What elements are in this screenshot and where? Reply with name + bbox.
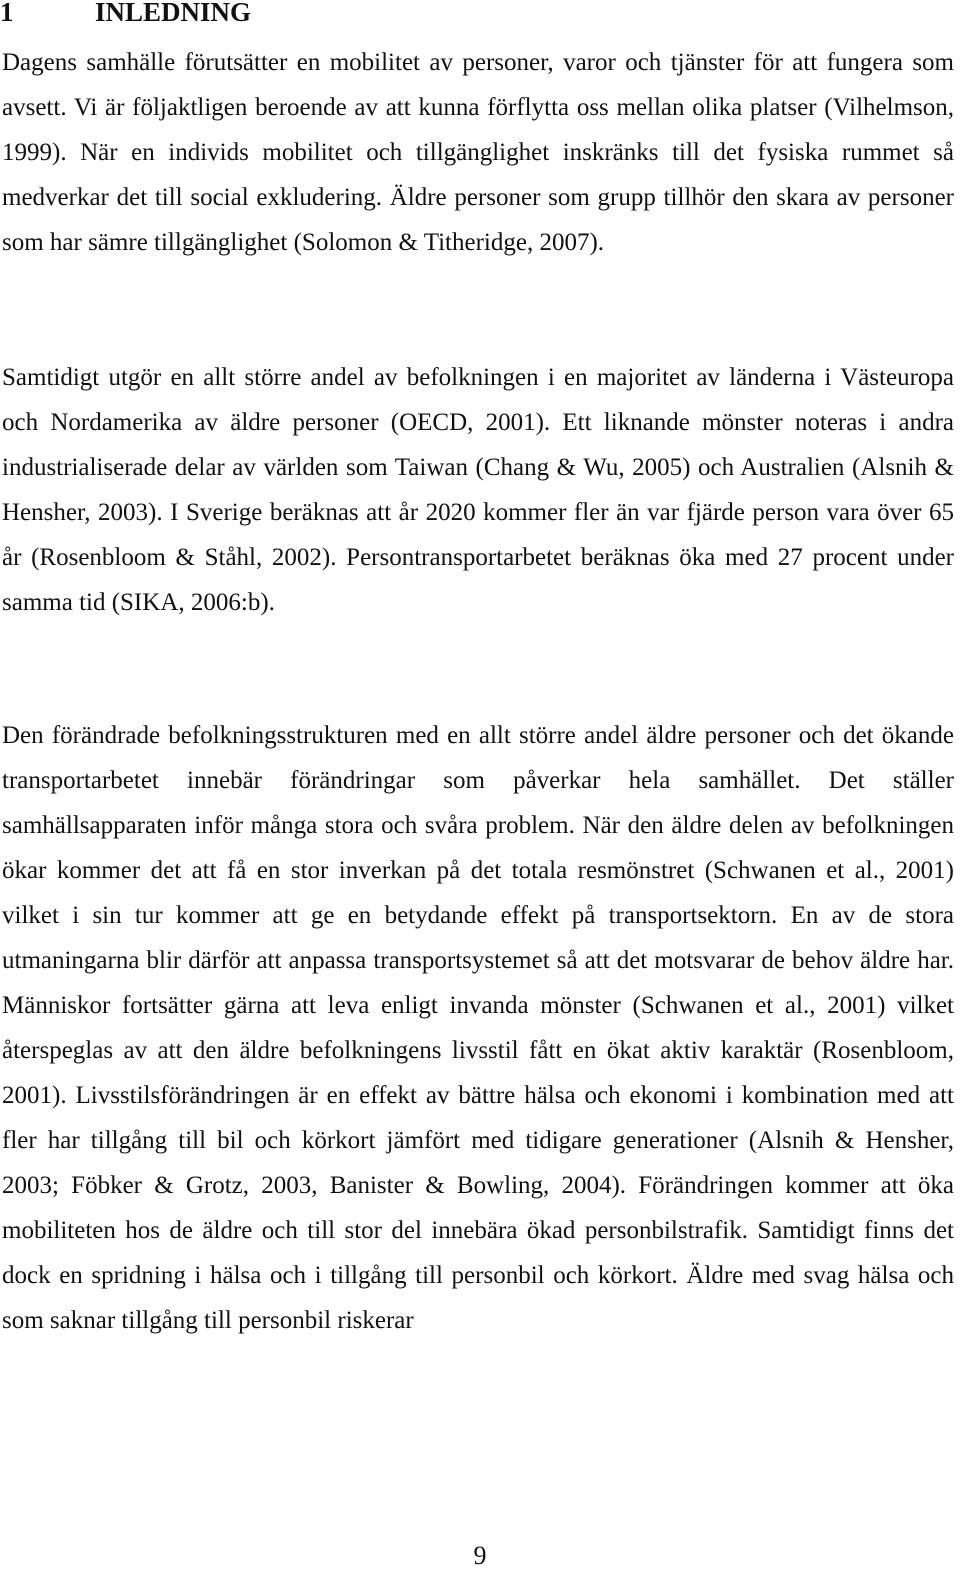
paragraph-1: Dagens samhälle förutsätter en mobilitet av personer, varor och tjänster för att fungera som avsett. Vi är följaktligen beroende av att kunna förflytta oss mellan olika platser (Vilhelmson, 1999). När en individs mobilitet och tillgänglighet inskränks till det fysiska rummet så medverkar det till social exkludering. Äldre personer som grupp tillhör den skara av personer som har sämre tillgänglighet (Solomon & Titheridge, 2007). xyxy=(2,49,954,256)
chapter-heading xyxy=(0,0,251,32)
paragraph-3: Den förändrade befolkningsstrukturen med en allt större andel äldre personer och det ökande transportarbetet innebär förändringar som påverkar hela samhället. Det ställer samhällsapparaten inför många stora och svåra problem. När den äldre delen av befolkningen ökar kommer det att få en stor inverkan på det totala resmönstret (Schwanen et al., 2001) vilket i sin tur kommer att ge en betydande effekt på transportsektorn. En av de stora utmaningarna blir därför att anpassa transportsystemet så att det motsvarar de behov äldre har. Människor fortsätter gärna att leva enligt invanda mönster (Schwanen et al., 2001) vilket återspeglas av att den äldre befolkningens livsstil fått en ökat aktiv karaktär (Rosenbloom, 2001). Livsstilsförändringen är en effekt av bättre hälsa och ekonomi i kombination med att fler har tillgång till bil och körkort jämfört med tidigare generationer (Alsnih & Hensher, 2003; Föbker & Grotz, 2003, Banister & Bowling, 2004). Förändringen kommer att öka mobiliteten hos de äldre och till stor del innebära ökad personbilstrafik. Samtidigt finns det dock en spridning i hälsa och i tillgång till personbil och körkort. Äldre med svag hälsa och som saknar tillgång till personbil riskerar xyxy=(2,722,954,1334)
chapter-number: 1 xyxy=(0,0,14,27)
chapter-title: INLEDNING xyxy=(95,0,252,27)
page-number: 9 xyxy=(473,1541,487,1570)
paragraph-2: Samtidigt utgör en allt större andel av befolkningen i en majoritet av länderna i Västeuropa och Nordamerika av äldre personer (OECD, 2001). Ett liknande mönster noteras i andra industrialiserade delar av världen som Taiwan (Chang & Wu, 2005) och Australien (Alsnih & Hensher, 2003). I Sverige beräknas att år 2020 kommer fler än var fjärde person vara över 65 år (Rosenbloom & Ståhl, 2002). Persontransportarbetet beräknas öka med 27 procent under samma tid (SIKA, 2006:b). xyxy=(2,364,954,616)
